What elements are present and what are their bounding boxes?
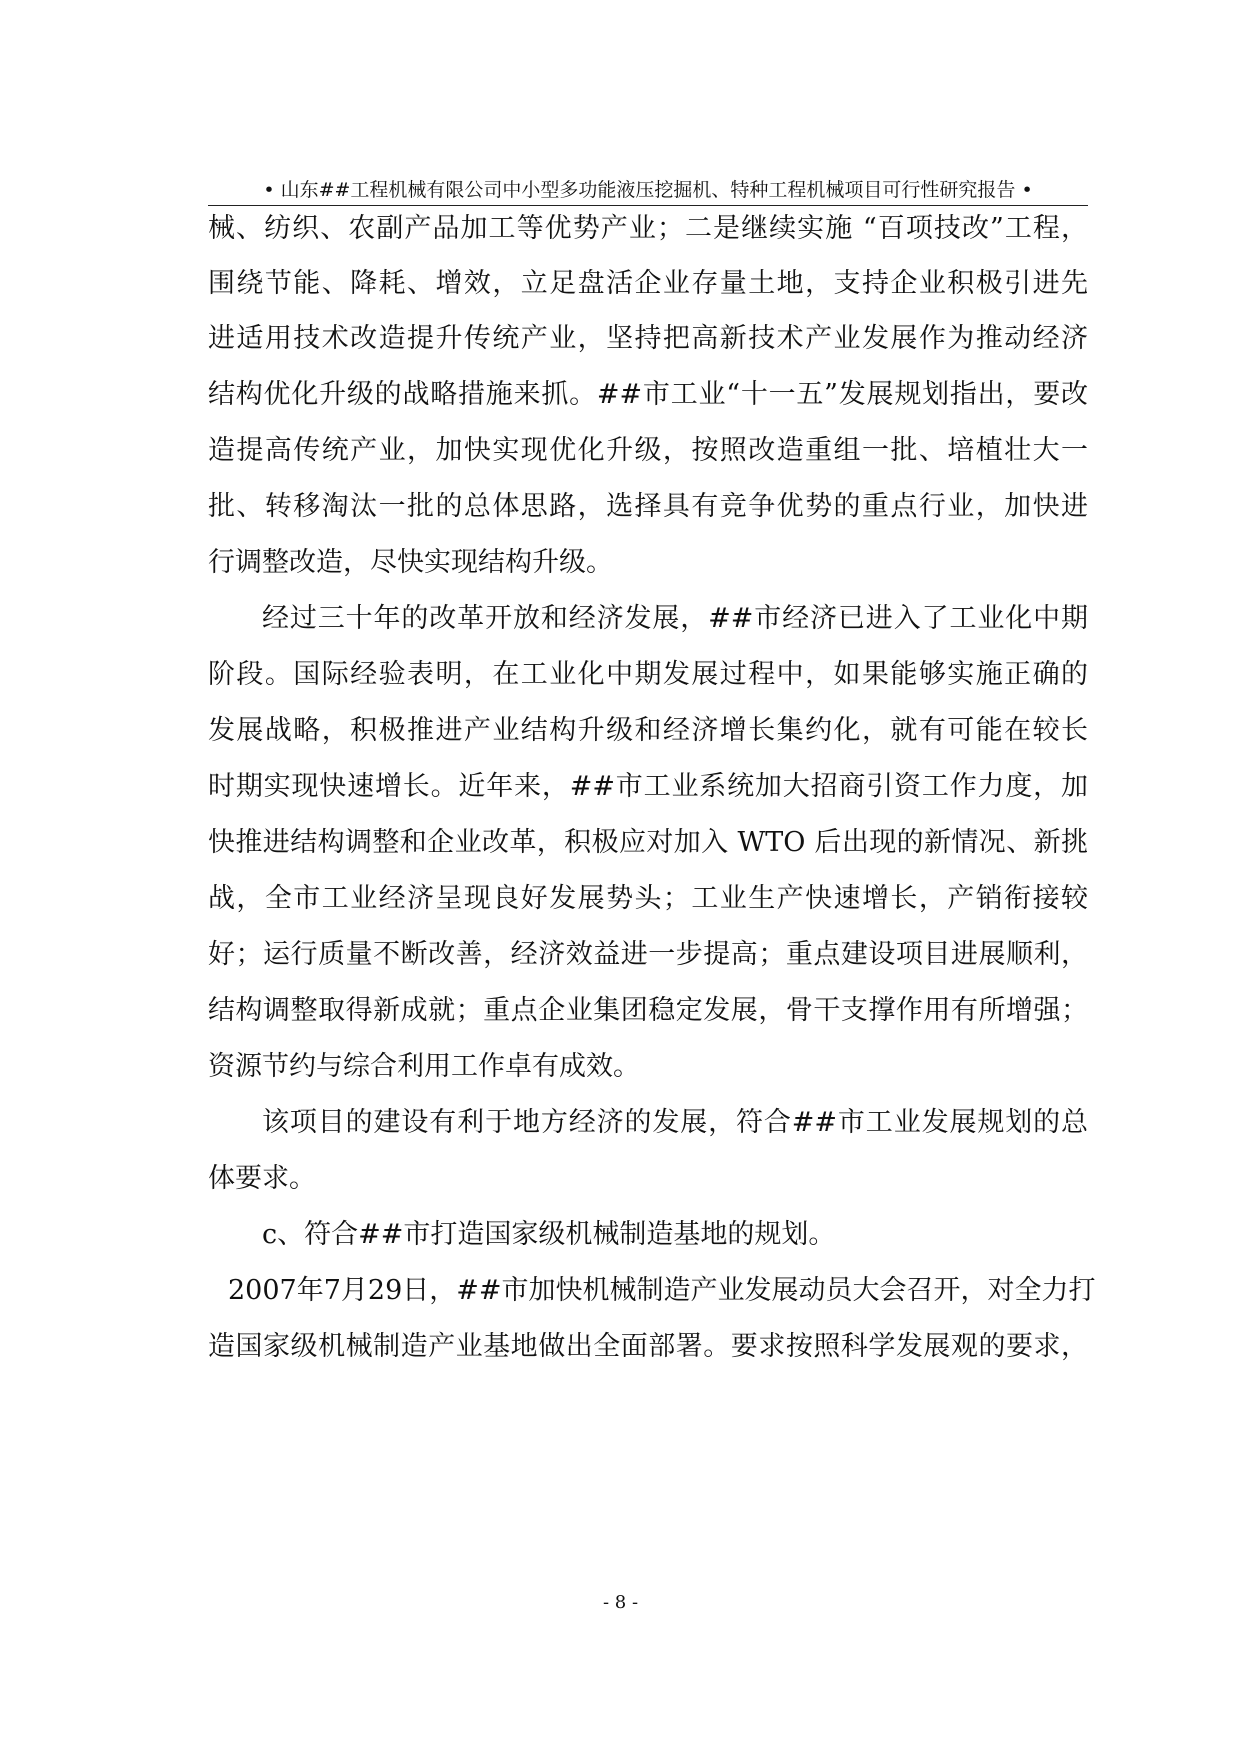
header-rule xyxy=(208,205,1088,206)
paragraph-first-line: 该项目的建设有利于地方经济的发展，符合##市工业发展规划的总 xyxy=(262,1107,1088,1138)
body-line: 造国家级机械制造产业基地做出全面部署。要求按照科学发展观的要求， xyxy=(208,1331,1088,1362)
body-line: 结构调整取得新成就；重点企业集团稳定发展，骨干支撑作用有所增强； xyxy=(208,995,1088,1026)
body-line: 好；运行质量不断改善，经济效益进一步提高；重点建设项目进展顺利， xyxy=(208,939,1088,970)
body-line: 快推进结构调整和企业改革，积极应对加入 WTO 后出现的新情况、新挑 xyxy=(208,827,1088,858)
body-line: 资源节约与综合利用工作卓有成效。 xyxy=(208,1051,640,1082)
body-line: 结构优化升级的战略措施来抓。##市工业“十一五”发展规划指出，要改 xyxy=(208,379,1088,410)
body-line: 阶段。国际经验表明，在工业化中期发展过程中，如果能够实施正确的 xyxy=(208,659,1088,690)
section-item-c: c、符合##市打造国家级机械制造基地的规划。 xyxy=(262,1219,836,1250)
body-line: 围绕节能、降耗、增效，立足盘活企业存量土地，支持企业积极引进先 xyxy=(208,268,1088,299)
body-line: 械、纺织、农副产品加工等优势产业；二是继续实施 “百项技改”工程， xyxy=(208,213,1088,244)
body-line: 发展战略，积极推进产业结构升级和经济增长集约化，就有可能在较长 xyxy=(208,715,1088,746)
body-line: 体要求。 xyxy=(208,1163,316,1194)
body-line: 造提高传统产业，加快实现优化升级，按照改造重组一批、培植壮大一 xyxy=(208,435,1088,466)
paragraph-first-line: 经过三十年的改革开放和经济发展，##市经济已进入了工业化中期 xyxy=(262,603,1088,634)
page-number: - 8 - xyxy=(602,1592,639,1613)
body-line: 行调整改造，尽快实现结构升级。 xyxy=(208,547,613,578)
body-line: 进适用技术改造提升传统产业，坚持把高新技术产业发展作为推动经济 xyxy=(208,323,1088,354)
body-line: 批、转移淘汰一批的总体思路，选择具有竞争优势的重点行业，加快进 xyxy=(208,491,1088,522)
body-line: 时期实现快速增长。近年来，##市工业系统加大招商引资工作力度，加 xyxy=(208,771,1088,802)
running-header: • 山东##工程机械有限公司中小型多功能液压挖掘机、特种工程机械项目可行性研究报告 • xyxy=(263,179,1033,201)
body-line: 战，全市工业经济呈现良好发展势头；工业生产快速增长，产销衔接较 xyxy=(208,883,1088,914)
paragraph-first-line: 2007年7月29日，##市加快机械制造产业发展动员大会召开，对全力打 xyxy=(228,1275,1096,1306)
